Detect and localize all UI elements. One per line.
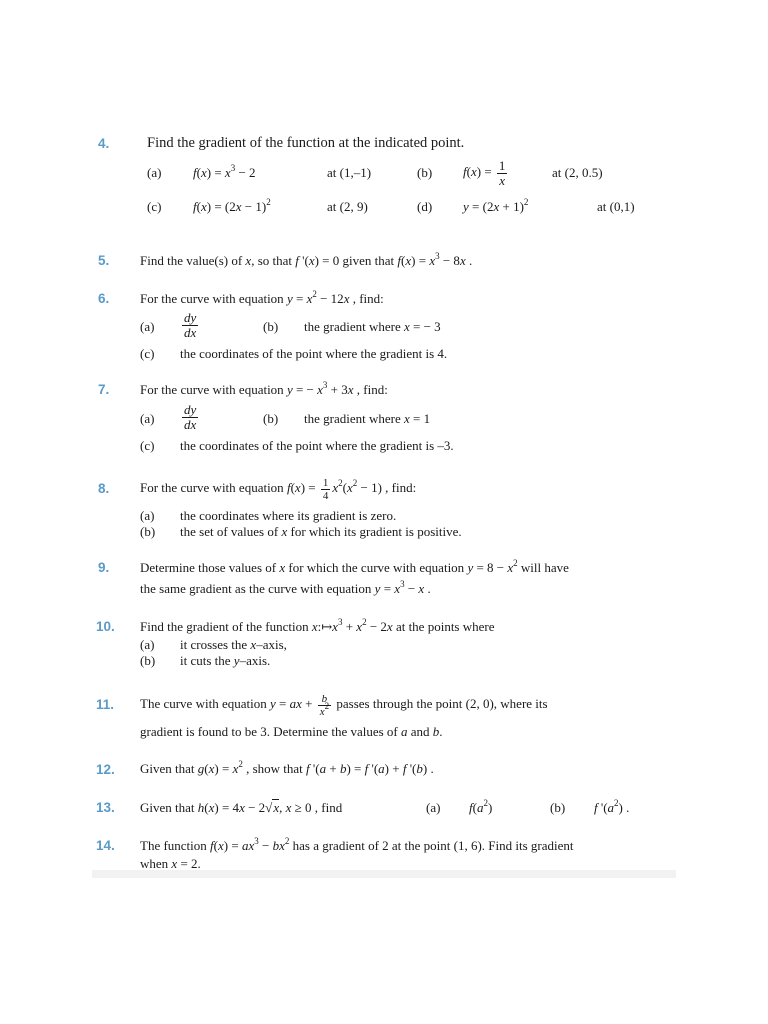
part-text: $f(a^2)$	[469, 798, 493, 815]
part-label: (a)	[140, 319, 155, 334]
question-number: 10.	[96, 619, 115, 634]
question-stem: Given that $g(x) = x^2$ , show that f '(a + b) = f '(a) + f '(b) .	[140, 759, 434, 776]
question-stem: Given that h(x) = 4x − 2√x, x ≥ 0 , find	[140, 800, 343, 815]
part-point: at (0,1)	[597, 199, 635, 214]
part-label: (a)	[426, 800, 441, 815]
part-derivative: $\frac{dy}{dx}$	[184, 402, 197, 432]
part-text: the coordinates of the point where the gradient is 4.	[180, 346, 448, 361]
part-function: f(x) = $\frac{1}{x}$	[463, 157, 506, 188]
part-text: f '$(a^2)$ .	[594, 798, 630, 815]
question-number: 6.	[98, 291, 110, 306]
question-number: 5.	[98, 253, 110, 268]
question-stem-continued: the same gradient as the curve with equation $y = x^3 - x$ .	[140, 579, 431, 596]
part-label: (b)	[417, 165, 433, 180]
part-label: (b)	[263, 319, 279, 334]
part-label: (b)	[140, 653, 156, 668]
part-label: (c)	[147, 199, 162, 214]
question-number: 14.	[96, 838, 115, 853]
part-label: (b)	[140, 524, 156, 539]
question-stem: The function $f(x) = ax^3 - bx^2$ has a gradient of 2 at the point (1, 6). Find its gradient	[140, 836, 574, 853]
part-text: it crosses the x–axis,	[180, 637, 287, 652]
part-point: at (2, 0.5)	[552, 165, 603, 180]
question-number: 7.	[98, 382, 110, 397]
question-stem-continued: gradient is found to be 3. Determine the values of a and b.	[140, 724, 443, 739]
part-text: the gradient where x = − 3	[304, 319, 441, 334]
question-number: 4.	[98, 136, 110, 151]
part-label: (c)	[140, 346, 155, 361]
question-stem: For the curve with equation f(x) = $\frac{1}{4}$ $x^2(x^2 - 1)$ , find:	[140, 476, 417, 502]
question-number: 11.	[96, 697, 115, 712]
question-number: 8.	[98, 481, 110, 496]
question-number: 9.	[98, 560, 110, 575]
part-function: $y = (2x + 1)^2$	[463, 197, 529, 214]
part-label: (a)	[147, 165, 162, 180]
part-text: the coordinates where its gradient is zero.	[180, 508, 397, 523]
question-stem-continued: when x = 2.	[140, 856, 201, 871]
part-function: $f(x) = (2x - 1)^2$	[193, 197, 271, 214]
part-text: the set of values of x for which its gradient is positive.	[180, 524, 462, 539]
part-function: $f(x) = x^3 - 2$	[193, 163, 256, 180]
part-label: (a)	[140, 508, 155, 523]
question-stem: For the curve with equation y = − $x^3 + 3x$ , find:	[140, 380, 388, 397]
question-stem: Find the gradient of the function at the indicated point.	[147, 135, 465, 151]
question-number: 13.	[96, 800, 115, 815]
part-text: the gradient where x = 1	[304, 411, 431, 426]
part-label: (d)	[417, 199, 433, 214]
question-stem: For the curve with equation $y = x^2 - 12x$ , find:	[140, 289, 384, 306]
question-stem: Find the value(s) of x, so that f '(x) = 0 given that $f(x) = x^3 - 8x$ .	[140, 251, 473, 268]
part-point: at (2, 9)	[327, 199, 368, 214]
question-stem: Find the gradient of the function $x:↦x^3 + x^2 - 2x$ at the points where	[140, 617, 495, 634]
question-stem: The curve with equation y = ax + $\frac{b}{x^2}$ passes through the point (2, 0), where its	[140, 692, 548, 718]
part-derivative: $\frac{dy}{dx}$	[184, 310, 197, 340]
part-point: at (1,–1)	[327, 165, 372, 180]
part-label: (c)	[140, 438, 155, 453]
question-number: 12.	[96, 762, 115, 777]
part-text: it cuts the y–axis.	[180, 653, 271, 668]
part-text: the coordinates of the point where the gradient is –3.	[180, 438, 454, 453]
part-label: (a)	[140, 411, 155, 426]
part-label: (a)	[140, 637, 155, 652]
part-label: (b)	[550, 800, 566, 815]
question-stem: Determine those values of x for which the curve with equation $y = 8 - x^2$ will have	[140, 558, 569, 575]
part-label: (b)	[263, 411, 279, 426]
